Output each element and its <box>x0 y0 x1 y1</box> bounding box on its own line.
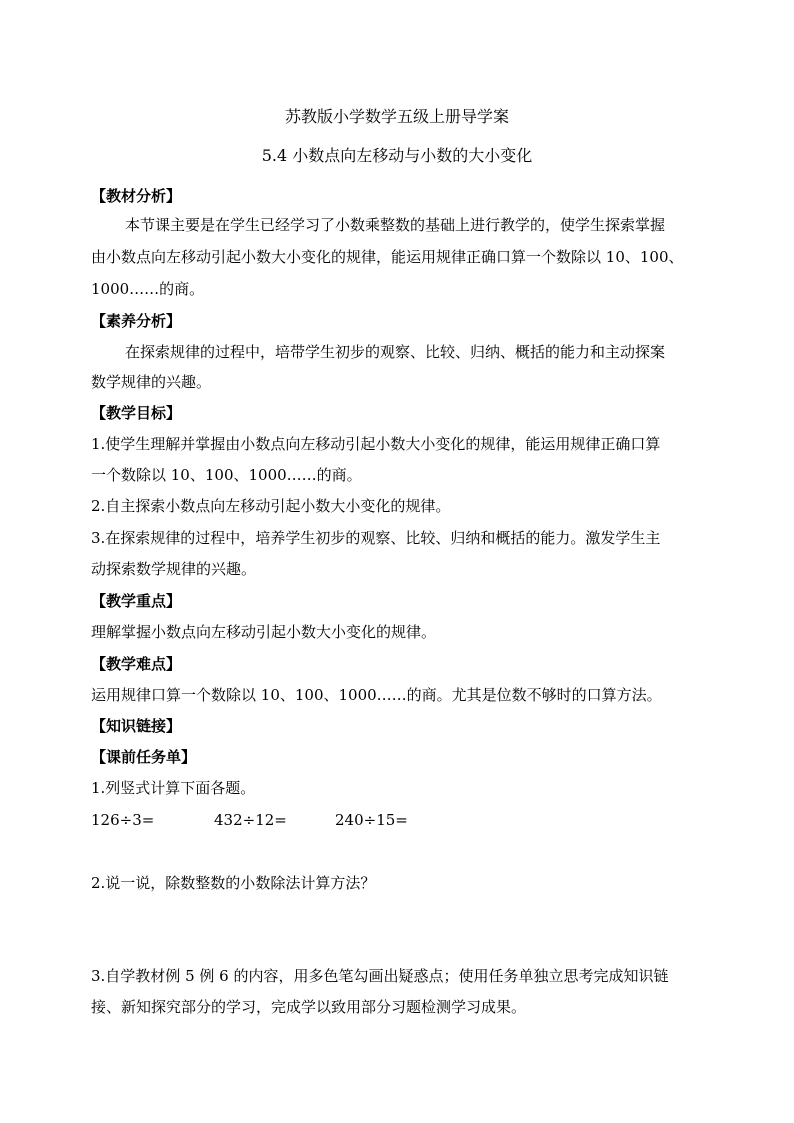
problem-3: 240÷15= <box>335 811 408 829</box>
literacy-line-2: 数学规律的兴趣。 <box>91 373 212 391</box>
heading-key-points: 【教学重点】 <box>91 592 182 610</box>
heading-pre-class-tasks: 【课前任务单】 <box>91 748 197 766</box>
problem-2: 432÷12= <box>214 811 287 829</box>
task-item-3-line-2: 接、新知探究部分的学习，完成学以致用部分习题检测学习成果。 <box>91 998 527 1016</box>
difficulty-line: 运用规律口算一个数除以 10、100、1000……的商。尤其是位数不够时的口算方法。 <box>91 686 662 704</box>
key-point-line: 理解掌握小数点向左移动引起小数大小变化的规律。 <box>91 623 437 641</box>
heading-difficulties: 【教学难点】 <box>91 655 182 673</box>
literacy-line-1: 在探索规律的过程中，培带学生初步的观察、比较、归纳、概括的能力和主动探案 <box>125 343 666 361</box>
material-line-3: 1000……的商。 <box>91 280 205 298</box>
task-item-1: 1.列竖式计算下面各题。 <box>91 779 256 797</box>
lesson-subtitle: 5.4 小数点向左移动与小数的大小变化 <box>261 146 533 165</box>
goal-line-2: 一个数除以 10、100、1000……的商。 <box>91 466 362 484</box>
heading-knowledge-links: 【知识链接】 <box>91 717 182 735</box>
goal-line-4: 3.在探索规律的过程中，培养学生初步的观察、比较、归纳和概括的能力。激发学生主 <box>91 529 661 547</box>
material-line-1: 本节课主要是在学生已经学习了小数乘整数的基础上进行教学的，使学生探索掌握 <box>125 216 666 234</box>
goal-line-3: 2.自主探索小数点向左移动引起小数大小变化的规律。 <box>91 497 451 515</box>
document-title: 苏教版小学数学五级上册导学案 <box>284 107 509 126</box>
task-item-3-line-1: 3.自学教材例 5 例 6 的内容，用多色笔勾画出疑惑点；使用任务单独立思考完成知识链 <box>91 967 669 985</box>
heading-teaching-goals: 【教学目标】 <box>91 404 182 422</box>
heading-literacy-analysis: 【素养分析】 <box>91 312 182 330</box>
heading-material-analysis: 【教材分析】 <box>91 187 182 205</box>
goal-line-1: 1.使学生理解并掌握由小数点向左移动引起小数大小变化的规律，能运用规律正确口算 <box>91 435 661 453</box>
problem-1: 126÷3= <box>91 811 155 829</box>
task-item-2: 2.说一说，除数整数的小数除法计算方法？ <box>91 874 376 892</box>
goal-line-5: 动探索数学规律的兴趣。 <box>91 560 257 578</box>
material-line-2: 由小数点向左移动引起小数大小变化的规律，能运用规律正确口算一个数除以 10、100、 <box>91 248 684 266</box>
